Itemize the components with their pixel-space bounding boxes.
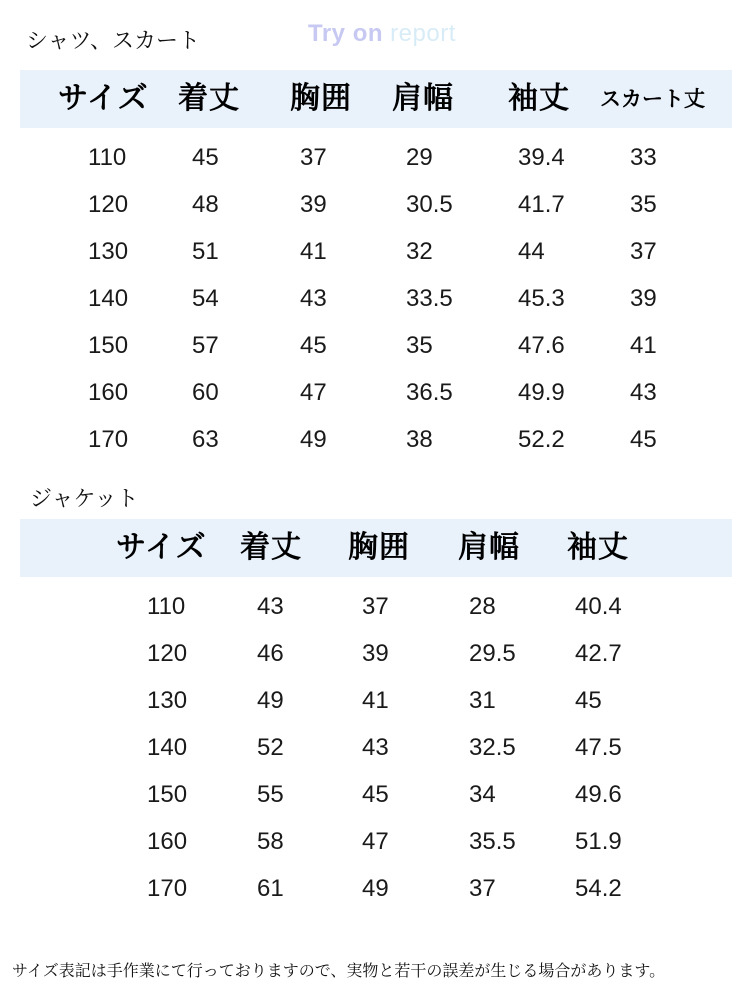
shirt-table-cell: 39.4: [518, 144, 565, 171]
shirt-table-cell: 37: [630, 238, 657, 265]
shirt-table-cell: 45: [192, 144, 219, 171]
shirt-table-cell: 120: [88, 191, 129, 218]
shirt-table-cell: 45: [630, 426, 657, 453]
jacket-table-cell: 140: [147, 734, 188, 761]
jacket-table-cell: 120: [147, 640, 188, 667]
shirt-header-cell: 袖丈: [508, 81, 570, 116]
jacket-table-cell: 45: [362, 781, 389, 808]
shirt-table-cell: 33.5: [406, 285, 453, 312]
jacket-table-cell: 49.6: [575, 781, 622, 808]
shirt-table-cell: 54: [192, 285, 219, 312]
jacket-table-cell: 37: [362, 593, 389, 620]
jacket-table-cell: 31: [469, 687, 496, 714]
jacket-table-cell: 170: [147, 875, 188, 902]
shirt-table-cell: 110: [88, 144, 127, 171]
shirt-table-cell: 41.7: [518, 191, 565, 218]
shirt-table-cell: 47.6: [518, 332, 565, 359]
jacket-table-cell: 110: [147, 593, 186, 620]
jacket-table-cell: 150: [147, 781, 188, 808]
watermark-part-2: report: [383, 20, 456, 47]
jacket-table-cell: 35.5: [469, 828, 516, 855]
shirt-table-cell: 49: [300, 426, 327, 453]
shirt-table-cell: 51: [192, 238, 219, 265]
shirt-table-cell: 57: [192, 332, 219, 359]
jacket-table-cell: 54.2: [575, 875, 622, 902]
jacket-table-cell: 37: [469, 875, 496, 902]
shirt-table-cell: 37: [300, 144, 327, 171]
shirt-table-cell: 130: [88, 238, 129, 265]
jacket-table-cell: 28: [469, 593, 496, 620]
shirt-table-cell: 52.2: [518, 426, 565, 453]
shirt-table-cell: 140: [88, 285, 129, 312]
jacket-header-cell: 袖丈: [567, 530, 629, 565]
watermark-part-1: Try on: [308, 20, 384, 47]
shirt-table-header: [20, 70, 732, 128]
jacket-table-cell: 51.9: [575, 828, 622, 855]
shirt-table-cell: 48: [192, 191, 219, 218]
shirt-table-cell: 35: [630, 191, 657, 218]
jacket-header-cell: サイズ: [116, 530, 207, 565]
shirt-table-cell: 160: [88, 379, 129, 406]
shirt-table-cell: 60: [192, 379, 219, 406]
jacket-table-cell: 43: [257, 593, 284, 620]
jacket-table-cell: 34: [469, 781, 496, 808]
shirt-table-cell: 43: [630, 379, 657, 406]
shirt-table-cell: 32: [406, 238, 433, 265]
jacket-table-cell: 40.4: [575, 593, 622, 620]
shirt-table-cell: 39: [630, 285, 657, 312]
shirt-table-cell: 39: [300, 191, 327, 218]
jacket-table-cell: 46: [257, 640, 284, 667]
jacket-table-cell: 52: [257, 734, 284, 761]
shirt-table-cell: 29: [406, 144, 433, 171]
shirt-table-cell: 63: [192, 426, 219, 453]
jacket-table-cell: 49: [362, 875, 389, 902]
shirt-header-cell: スカート丈: [600, 87, 705, 111]
jacket-header-cell: 着丈: [240, 530, 302, 565]
shirt-section-title: シャツ、スカート: [26, 29, 201, 54]
jacket-table-header: [20, 519, 732, 577]
shirt-table-cell: 30.5: [406, 191, 453, 218]
watermark: [308, 20, 456, 48]
shirt-table-cell: 35: [406, 332, 433, 359]
shirt-table-cell: 41: [300, 238, 327, 265]
size-disclaimer-note: サイズ表記は手作業にて行っておりますので、実物と若干の誤差が生じる場合があります。: [12, 961, 666, 980]
shirt-table-cell: 45.3: [518, 285, 565, 312]
jacket-section-title: ジャケット: [30, 487, 139, 512]
jacket-table-cell: 61: [257, 875, 284, 902]
jacket-table-cell: 58: [257, 828, 284, 855]
shirt-header-cell: 着丈: [178, 81, 240, 116]
shirt-table-cell: 36.5: [406, 379, 453, 406]
shirt-table-cell: 33: [630, 144, 657, 171]
shirt-table-cell: 150: [88, 332, 129, 359]
shirt-table-cell: 41: [630, 332, 657, 359]
jacket-table-cell: 41: [362, 687, 389, 714]
jacket-table-cell: 49: [257, 687, 284, 714]
shirt-header-cell: サイズ: [58, 81, 149, 116]
jacket-table-cell: 47.5: [575, 734, 622, 761]
jacket-header-cell: 肩幅: [458, 530, 520, 565]
shirt-table-cell: 49.9: [518, 379, 565, 406]
jacket-header-cell: 胸囲: [348, 530, 410, 565]
jacket-table-cell: 29.5: [469, 640, 516, 667]
jacket-table-cell: 45: [575, 687, 602, 714]
jacket-table-cell: 39: [362, 640, 389, 667]
shirt-table-cell: 47: [300, 379, 327, 406]
jacket-table-cell: 43: [362, 734, 389, 761]
jacket-table-cell: 42.7: [575, 640, 622, 667]
jacket-table-cell: 160: [147, 828, 188, 855]
shirt-header-cell: 肩幅: [392, 81, 454, 116]
shirt-table-cell: 38: [406, 426, 433, 453]
shirt-table-cell: 170: [88, 426, 129, 453]
shirt-table-cell: 43: [300, 285, 327, 312]
shirt-table-cell: 44: [518, 238, 545, 265]
jacket-table-cell: 55: [257, 781, 284, 808]
jacket-table-cell: 47: [362, 828, 389, 855]
jacket-table-cell: 130: [147, 687, 188, 714]
shirt-header-cell: 胸囲: [290, 81, 352, 116]
shirt-table-cell: 45: [300, 332, 327, 359]
jacket-table-cell: 32.5: [469, 734, 516, 761]
